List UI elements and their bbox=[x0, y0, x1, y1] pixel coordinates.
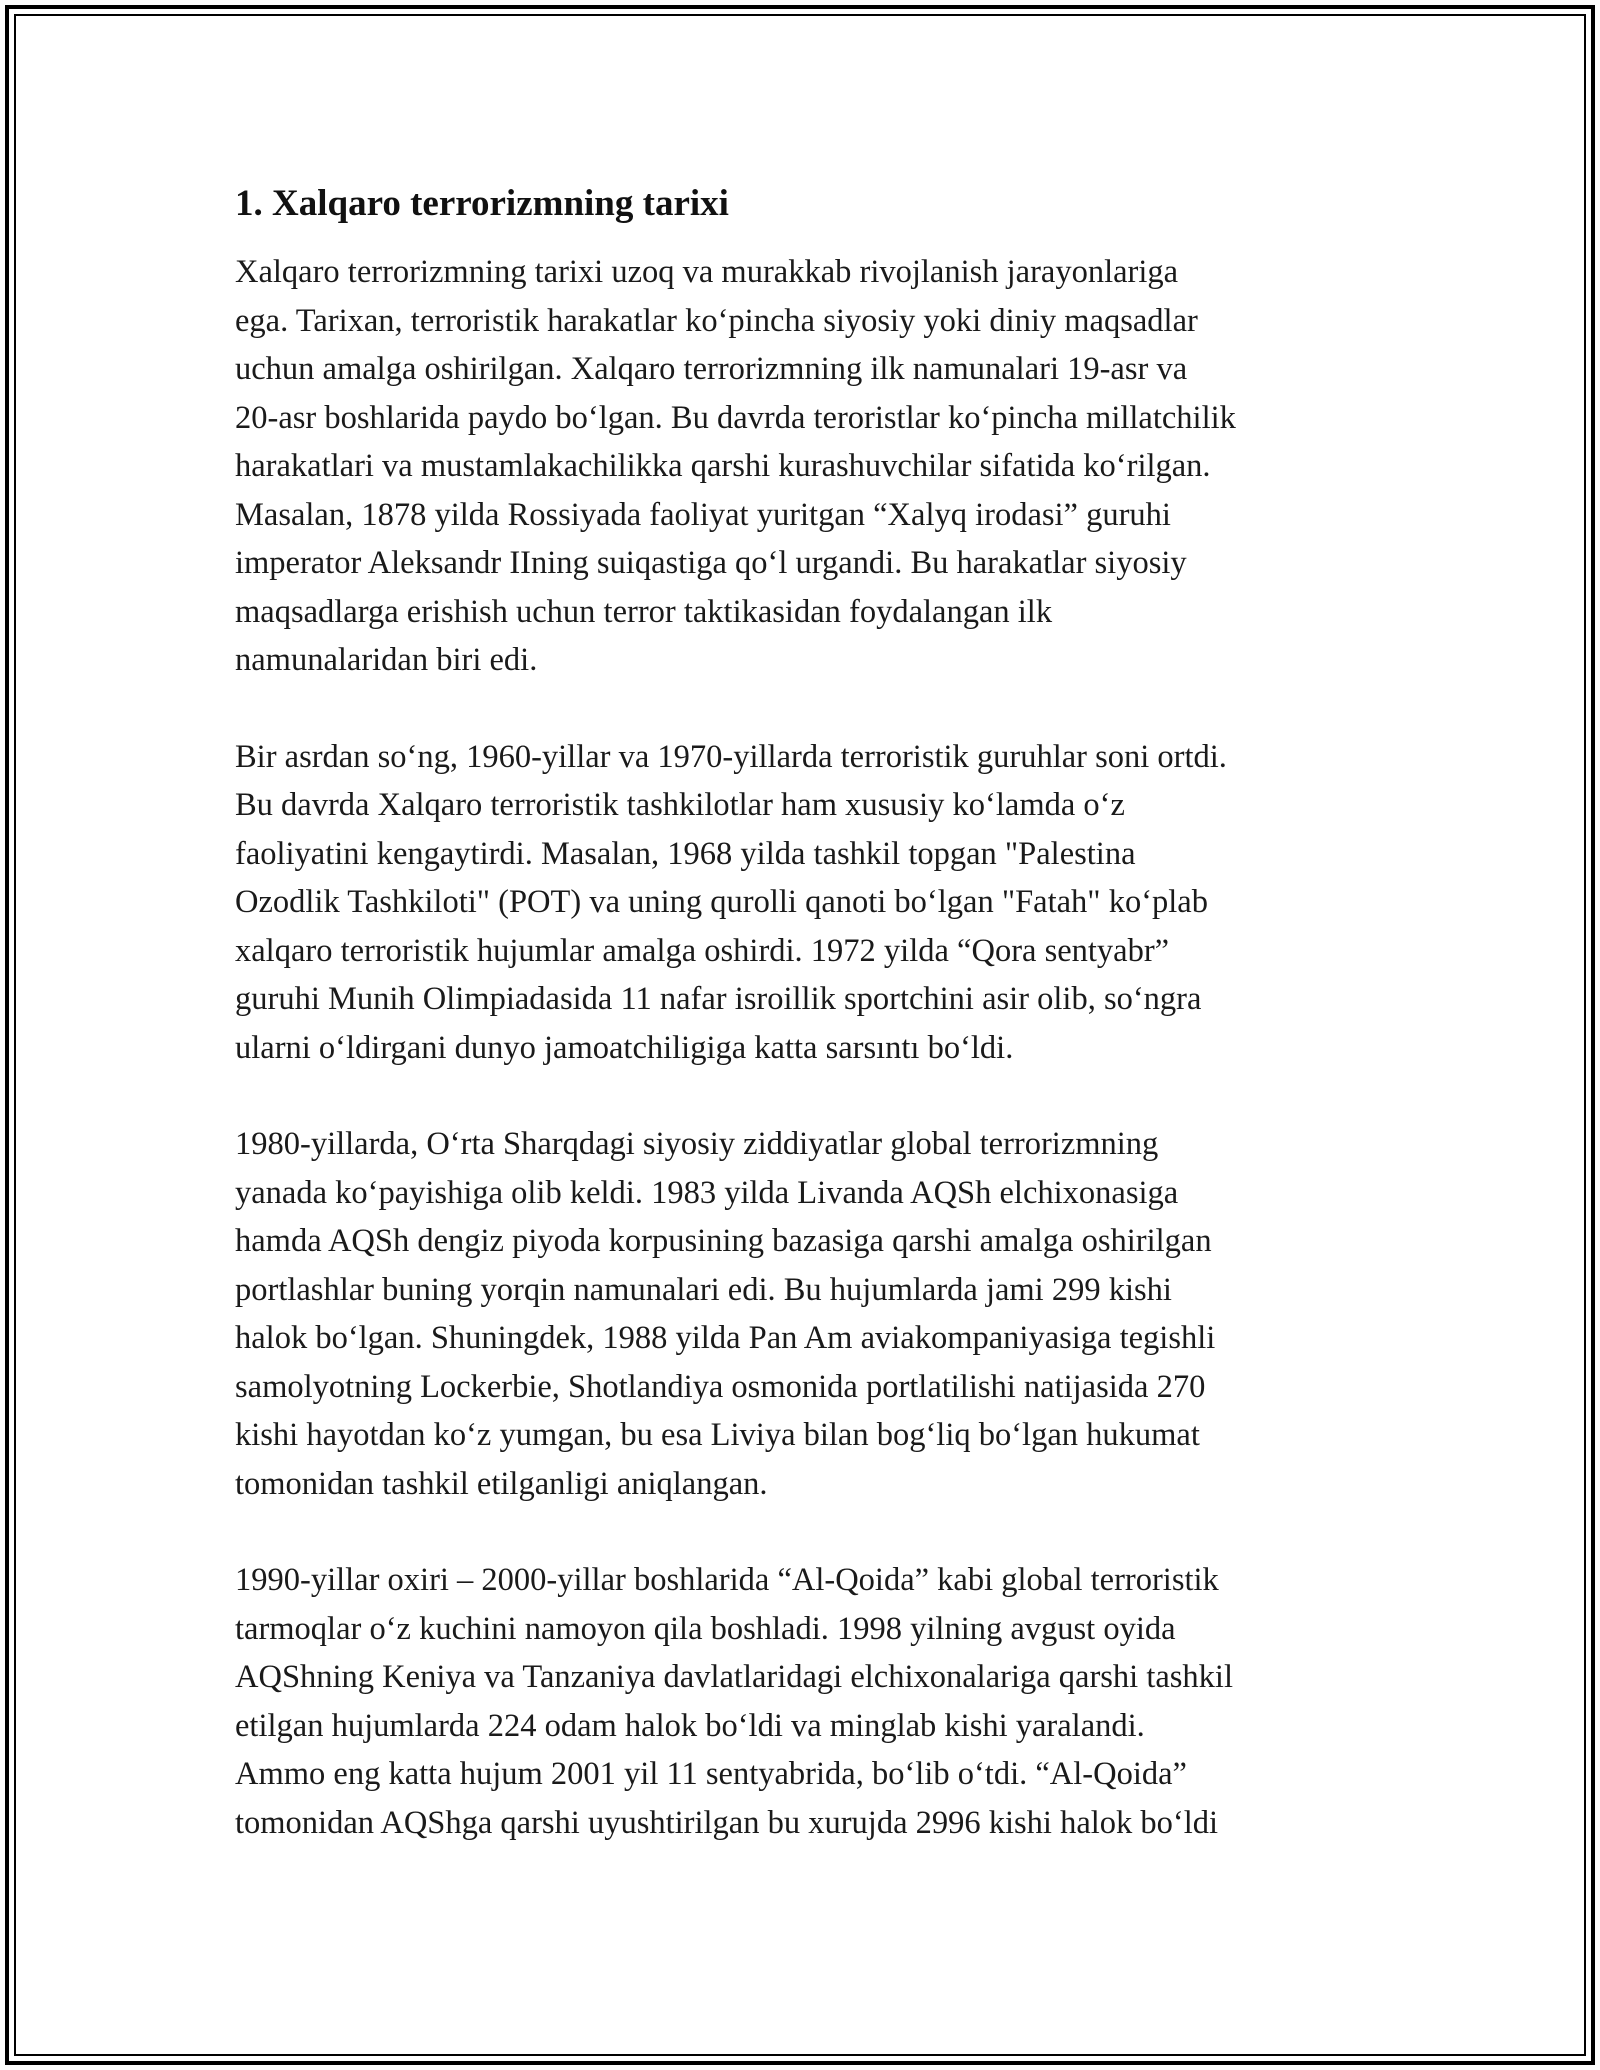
text-line: Bir asrdan so‘ng, 1960-yillar va 1970-yillarda terroristik guruhlar soni ortdi. bbox=[235, 738, 1227, 775]
text-line: 1980-yillarda, O‘rta Sharqdagi siyosiy ziddiyatlar global terrorizmning bbox=[235, 1126, 1159, 1162]
text-line: Bu davrda Xalqaro terroristik tashkilotlar ham xususiy ko‘lamda o‘z bbox=[235, 787, 1125, 823]
text-line: tarmoqlar o‘z kuchini namoyon qila boshladi. 1998 yilning avgust oyida bbox=[235, 1610, 1176, 1647]
text-line: Ammo eng katta hujum 2001 yil 11 sentyabrida, bo‘lib o‘tdi. “Al-Qoida” bbox=[235, 1756, 1187, 1792]
text-line: 1990-yillar oxiri – 2000-yillar boshlarida “Al-Qoida” kabi global terroristik bbox=[235, 1562, 1219, 1598]
text-line: etilgan hujumlarda 224 odam halok bo‘ldi va minglab kishi yaralandi. bbox=[235, 1707, 1145, 1744]
text-line: ularni o‘ldirgani dunyo jamoatchiligiga katta sarsıntı bo‘ldi. bbox=[235, 1029, 1014, 1066]
text-line: Ozodlik Tashkiloti" (POT) va uning qurolli qanoti bo‘lgan "Fatah" ko‘plab bbox=[235, 884, 1208, 920]
text-line: imperator Aleksandr IIning suiqastiga qo‘l urgandi. Bu harakatlar siyosiy bbox=[235, 545, 1187, 581]
text-line: halok bo‘lgan. Shuningdek, 1988 yilda Pan Am aviakompaniyasiga tegishli bbox=[235, 1320, 1216, 1356]
document-body bbox=[235, 180, 1395, 1895]
text-line: harakatlari va mustamlakachilikka qarshi kurashuvchilar sifatida ko‘rilgan. bbox=[235, 448, 1211, 484]
text-line: hamda AQSh dengiz piyoda korpusining bazasiga qarshi amalga oshirilgan bbox=[235, 1223, 1212, 1259]
text-line: yanada ko‘payishiga olib keldi. 1983 yilda Livanda AQSh elchixonasiga bbox=[235, 1174, 1179, 1211]
text-line: namunalaridan biri edi. bbox=[235, 642, 538, 678]
paragraph-3 bbox=[235, 1120, 1395, 1508]
text-line: Xalqaro terrorizmning tarixi uzoq va murakkab rivojlanish jarayonlariga bbox=[235, 254, 1179, 290]
text-line: portlashlar buning yorqin namunalari edi. Bu hujumlarda jami 299 kishi bbox=[235, 1271, 1172, 1308]
text-line: maqsadlarga erishish uchun terror taktikasidan foydalangan ilk bbox=[235, 593, 1053, 630]
text-line: xalqaro terroristik hujumlar amalga oshirdi. 1972 yilda “Qora sentyabr” bbox=[235, 932, 1170, 969]
text-line: ega. Tarixan, terroristik harakatlar ko‘pincha siyosiy yoki diniy maqsadlar bbox=[235, 302, 1198, 339]
text-line: kishi hayotdan ko‘z yumgan, bu esa Liviya bilan bog‘liq bo‘lgan hukumat bbox=[235, 1417, 1200, 1453]
text-line: uchun amalga oshirilgan. Xalqaro terrorizmning ilk namunalari 19-asr va bbox=[235, 351, 1188, 387]
paragraph-4 bbox=[235, 1556, 1395, 1847]
text-line: tomonidan AQShga qarshi uyushtirilgan bu xurujda 2996 kishi halok bo‘ldi bbox=[235, 1804, 1219, 1841]
section-heading: 1. Xalqaro terrorizmning tarixi bbox=[235, 183, 729, 224]
paragraph-2 bbox=[235, 733, 1395, 1073]
text-line: Masalan, 1878 yilda Rossiyada faoliyat yuritgan “Xalyq irodasi” guruhi bbox=[235, 496, 1171, 533]
text-line: guruhi Munih Olimpiadasida 11 nafar isroillik sportchini asir olib, so‘ngra bbox=[235, 981, 1202, 1017]
text-line: 20-asr boshlarida paydo bo‘lgan. Bu davrda teroristlar ko‘pincha millatchilik bbox=[235, 399, 1236, 436]
text-line: AQShning Keniya va Tanzaniya davlatlaridagi elchixonalariga qarshi tashkil bbox=[235, 1659, 1233, 1695]
paragraph-1 bbox=[235, 248, 1395, 685]
text-line: faoliyatini kengaytirdi. Masalan, 1968 yilda tashkil topgan "Palestina bbox=[235, 835, 1136, 872]
text-line: samolyotning Lockerbie, Shotlandiya osmonida portlatilishi natijasida 270 bbox=[235, 1368, 1206, 1405]
text-line: tomonidan tashkil etilganligi aniqlangan. bbox=[235, 1465, 768, 1502]
